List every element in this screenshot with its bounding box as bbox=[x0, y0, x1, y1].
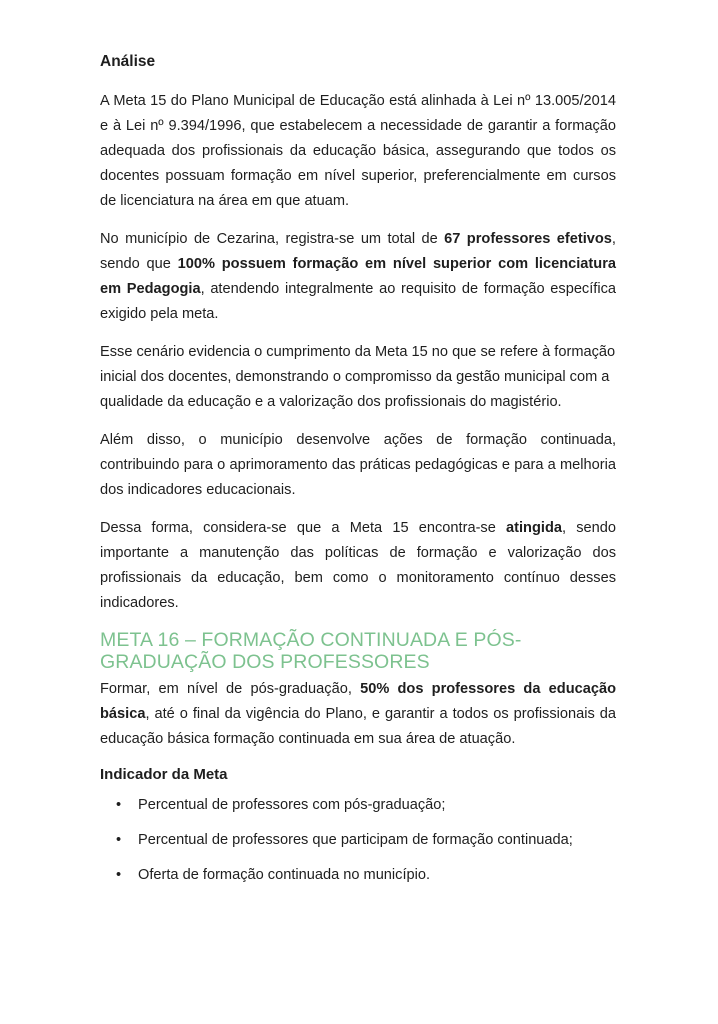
analise-paragraph-1: A Meta 15 do Plano Municipal de Educação está alinhada à Lei nº 13.005/2014 e à Lei nº 9.394/1996, que estabelecem a necessidade de garantir a formação adequada dos profissionais da educação básica, assegurando que todos os docentes possuam formação em nível superior, preferencialmente em cursos de licenciatura na área em que atuam. bbox=[100, 93, 616, 209]
text-run: , até o final da vigência do Plano, e garantir a todos os profissionais da educação básica formação continuada em sua área de atuação. bbox=[100, 706, 616, 747]
list-item bbox=[100, 865, 616, 885]
bold-run-atingida: atingida bbox=[506, 520, 562, 536]
bold-run-50-percent: 50% dos professores da educação básica bbox=[100, 681, 616, 722]
document-page bbox=[100, 52, 616, 900]
text-run: Dessa forma, considera-se que a Meta 15 encontra-se bbox=[100, 520, 507, 536]
text-run: , sendo que bbox=[100, 231, 616, 272]
analise-paragraph-5 bbox=[100, 516, 616, 616]
analise-paragraph-4: Além disso, o município desenvolve ações de formação continuada, contribuindo para o aprimoramento das práticas pedagógicas e para a melhoria dos indicadores educacionais. bbox=[100, 432, 616, 498]
bold-run-professores-efetivos: 67 professores efetivos bbox=[444, 231, 612, 247]
indicador-list bbox=[100, 795, 616, 885]
bullet-icon: • bbox=[116, 832, 122, 848]
meta-16-description bbox=[100, 677, 616, 752]
indicador-title: Indicador da Meta bbox=[100, 766, 228, 783]
list-item bbox=[100, 795, 616, 815]
text-run: , atendendo integralmente ao requisito de formação específica exigido pela meta. bbox=[100, 281, 616, 322]
analise-paragraph-2 bbox=[100, 227, 616, 327]
meta-16-heading: META 16 – FORMAÇÃO CONTINUADA E PÓS-GRADUAÇÃO DOS PROFESSORES bbox=[100, 629, 522, 673]
section-title-analise: Análise bbox=[100, 53, 156, 70]
text-run: Formar, em nível de pós-graduação, bbox=[100, 681, 361, 697]
text-run: , sendo importante a manutenção das políticas de formação e valorização dos profissionais da educação, bem como o monitoramento contínuo desses indicadores. bbox=[100, 520, 616, 611]
list-item-text: Percentual de professores com pós-graduação; bbox=[138, 797, 446, 813]
list-item bbox=[100, 830, 616, 850]
bullet-icon: • bbox=[116, 867, 122, 883]
list-item-text: Oferta de formação continuada no município. bbox=[138, 867, 431, 883]
bold-run-formacao-superior: 100% possuem formação em nível superior com licenciatura em Pedagogia bbox=[100, 256, 616, 297]
bullet-icon: • bbox=[116, 797, 122, 813]
text-run: No município de Cezarina, registra-se um total de bbox=[100, 231, 445, 247]
list-item-text: Percentual de professores que participam de formação continuada; bbox=[138, 832, 573, 848]
analise-paragraph-3: Esse cenário evidencia o cumprimento da Meta 15 no que se refere à formação inicial dos docentes, demonstrando o compromisso da gestão municipal com a qualidade da educação e a valorização dos profissionais do magistério. bbox=[100, 344, 616, 410]
